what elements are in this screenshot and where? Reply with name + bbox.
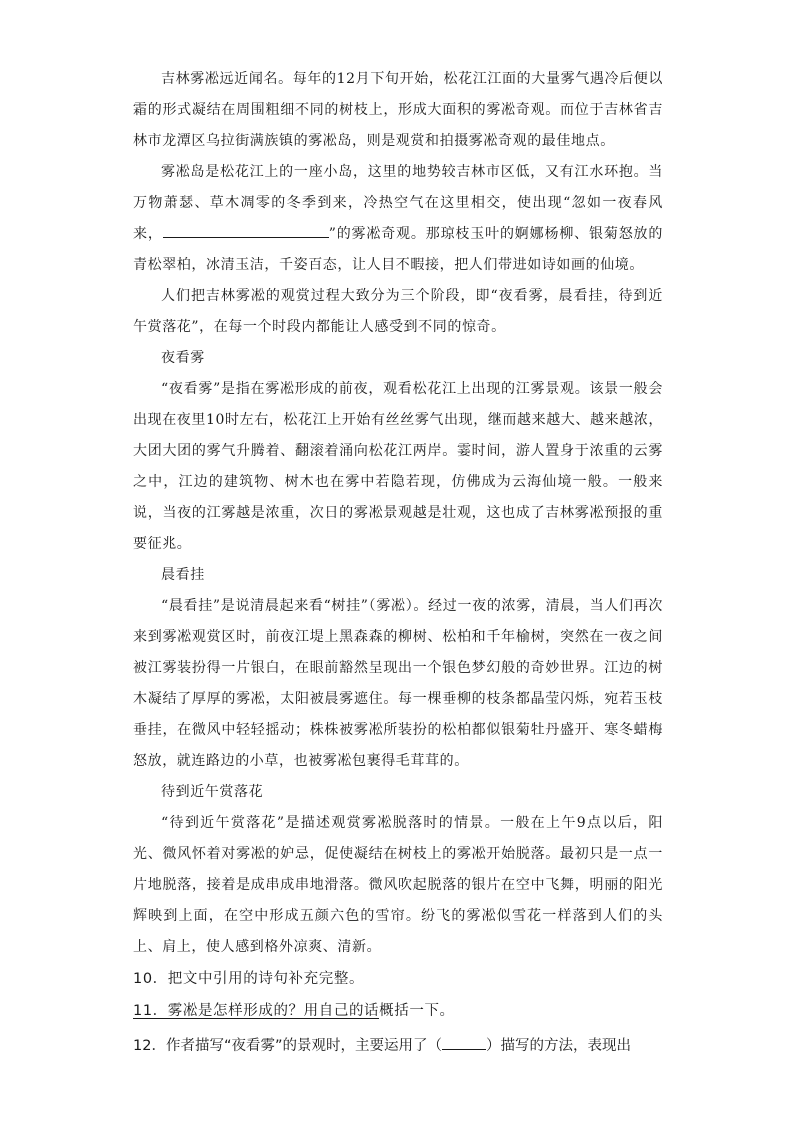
question-12 xyxy=(133,1030,693,1062)
paragraph-island-text-a: 雾凇岛是松花江上的一座小岛，这里的地势较吉林市区低，又有江水环抱。当万物萧瑟、草木凋零的冬季到来，冷热空气在这里相交，使出现“忽如一夜春风来， xyxy=(133,164,663,242)
section-heading-night: 夜看雾 xyxy=(161,350,205,366)
article-body xyxy=(133,64,663,1027)
section-heading-noon: 待到近午赏落花 xyxy=(161,784,264,800)
paragraph-falling-flowers: “待到近午赏落花”是描述观赏雾凇脱落时的情景。一般在上午9点以后，阳光、微风怀着对雾凇的妒忌，促使凝结在树枝上的雾凇开始脱落。最初只是一点一片地脱落，接着是成串成串地滑落。微风吹起脱落的银片在空中飞舞，明丽的阳光辉映到上面，在空中形成五颜六色的雪帘。纷飞的雾凇似雪花一样落到人们的头上、肩上，使人感到格外凉爽、清新。 xyxy=(133,815,663,955)
paragraph-morning-rime: “晨看挂”是说清晨起来看“树挂”（雾凇）。经过一夜的浓雾，清晨，当人们再次来到雾凇观赏区时，前夜江堤上黑森森的柳树、松柏和千年榆树，突然在一夜之间被江雾装扮得一片银白，在眼前豁然呈现出一个银色梦幻般的奇妙世界。江边的树木凝结了厚厚的雾凇，太阳被晨雾遮住。每一棵垂柳的枝条都晶莹闪烁，宛若玉枝垂挂，在微风中轻轻摇动；株株被雾凇所装扮的松柏都似银菊牡丹盛开、寒冬蜡梅怒放，就连路边的小草，也被雾凇包裹得毛茸茸的。 xyxy=(133,598,663,769)
question-12-text-a: 12．作者描写“夜看雾”的景观时，主要运用了（ xyxy=(133,1038,442,1054)
paragraph-intro: 吉林雾凇远近闻名。每年的12月下旬开始，松花江江面的大量雾气遇冷后便以霜的形式凝结在周围粗细不同的树枝上，形成大面积的雾凇奇观。而位于吉林省吉林市龙潭区乌拉街满族镇的雾凇岛，则是观赏和拍摄雾凇奇观的最佳地点。 xyxy=(133,71,663,149)
paragraph-night-fog: “夜看雾”是指在雾凇形成的前夜，观看松花江上出现的江雾景观。该景一般会出现在夜里10时左右，松花江上开始有丝丝雾气出现，继而越来越大、越来越浓，大团大团的雾气升腾着、翻滚着涌向松花江两岸。霎时间，游人置身于浓重的云雾之中，江边的建筑物、树木也在雾中若隐若现，仿佛成为云海仙境一般。一般来说，当夜的江雾越是浓重，次日的雾凇景观越是壮观，这也成了吉林雾凇预报的重要征兆。 xyxy=(133,381,664,552)
question-12-blank[interactable] xyxy=(442,1035,486,1050)
answer-line-q11[interactable] xyxy=(133,1018,379,1019)
section-heading-morning: 晨看挂 xyxy=(161,567,205,583)
paragraph-island-text-b: ”的雾凇奇观。那琼枝玉叶的婀娜杨柳、银菊怒放的青松翠柏，冰清玉洁，千姿百态，让人目不暇接，把人们带进如诗如画的仙境。 xyxy=(133,226,663,273)
fill-in-blank[interactable] xyxy=(163,223,329,238)
paragraph-stages: 人们把吉林雾凇的观赏过程大致分为三个阶段，即“夜看雾，晨看挂，待到近午赏落花”，在每一个时段内都能让人感受到不同的惊奇。 xyxy=(133,288,663,335)
question-10: 10．把文中引用的诗句补充完整。 xyxy=(133,971,365,987)
paragraph-island xyxy=(133,157,663,281)
question-12-text-b: ）描写的方法，表现出 xyxy=(485,1038,631,1054)
question-11: 11．雾凇是怎样形成的？用自己的话概括一下。 xyxy=(133,1003,455,1019)
